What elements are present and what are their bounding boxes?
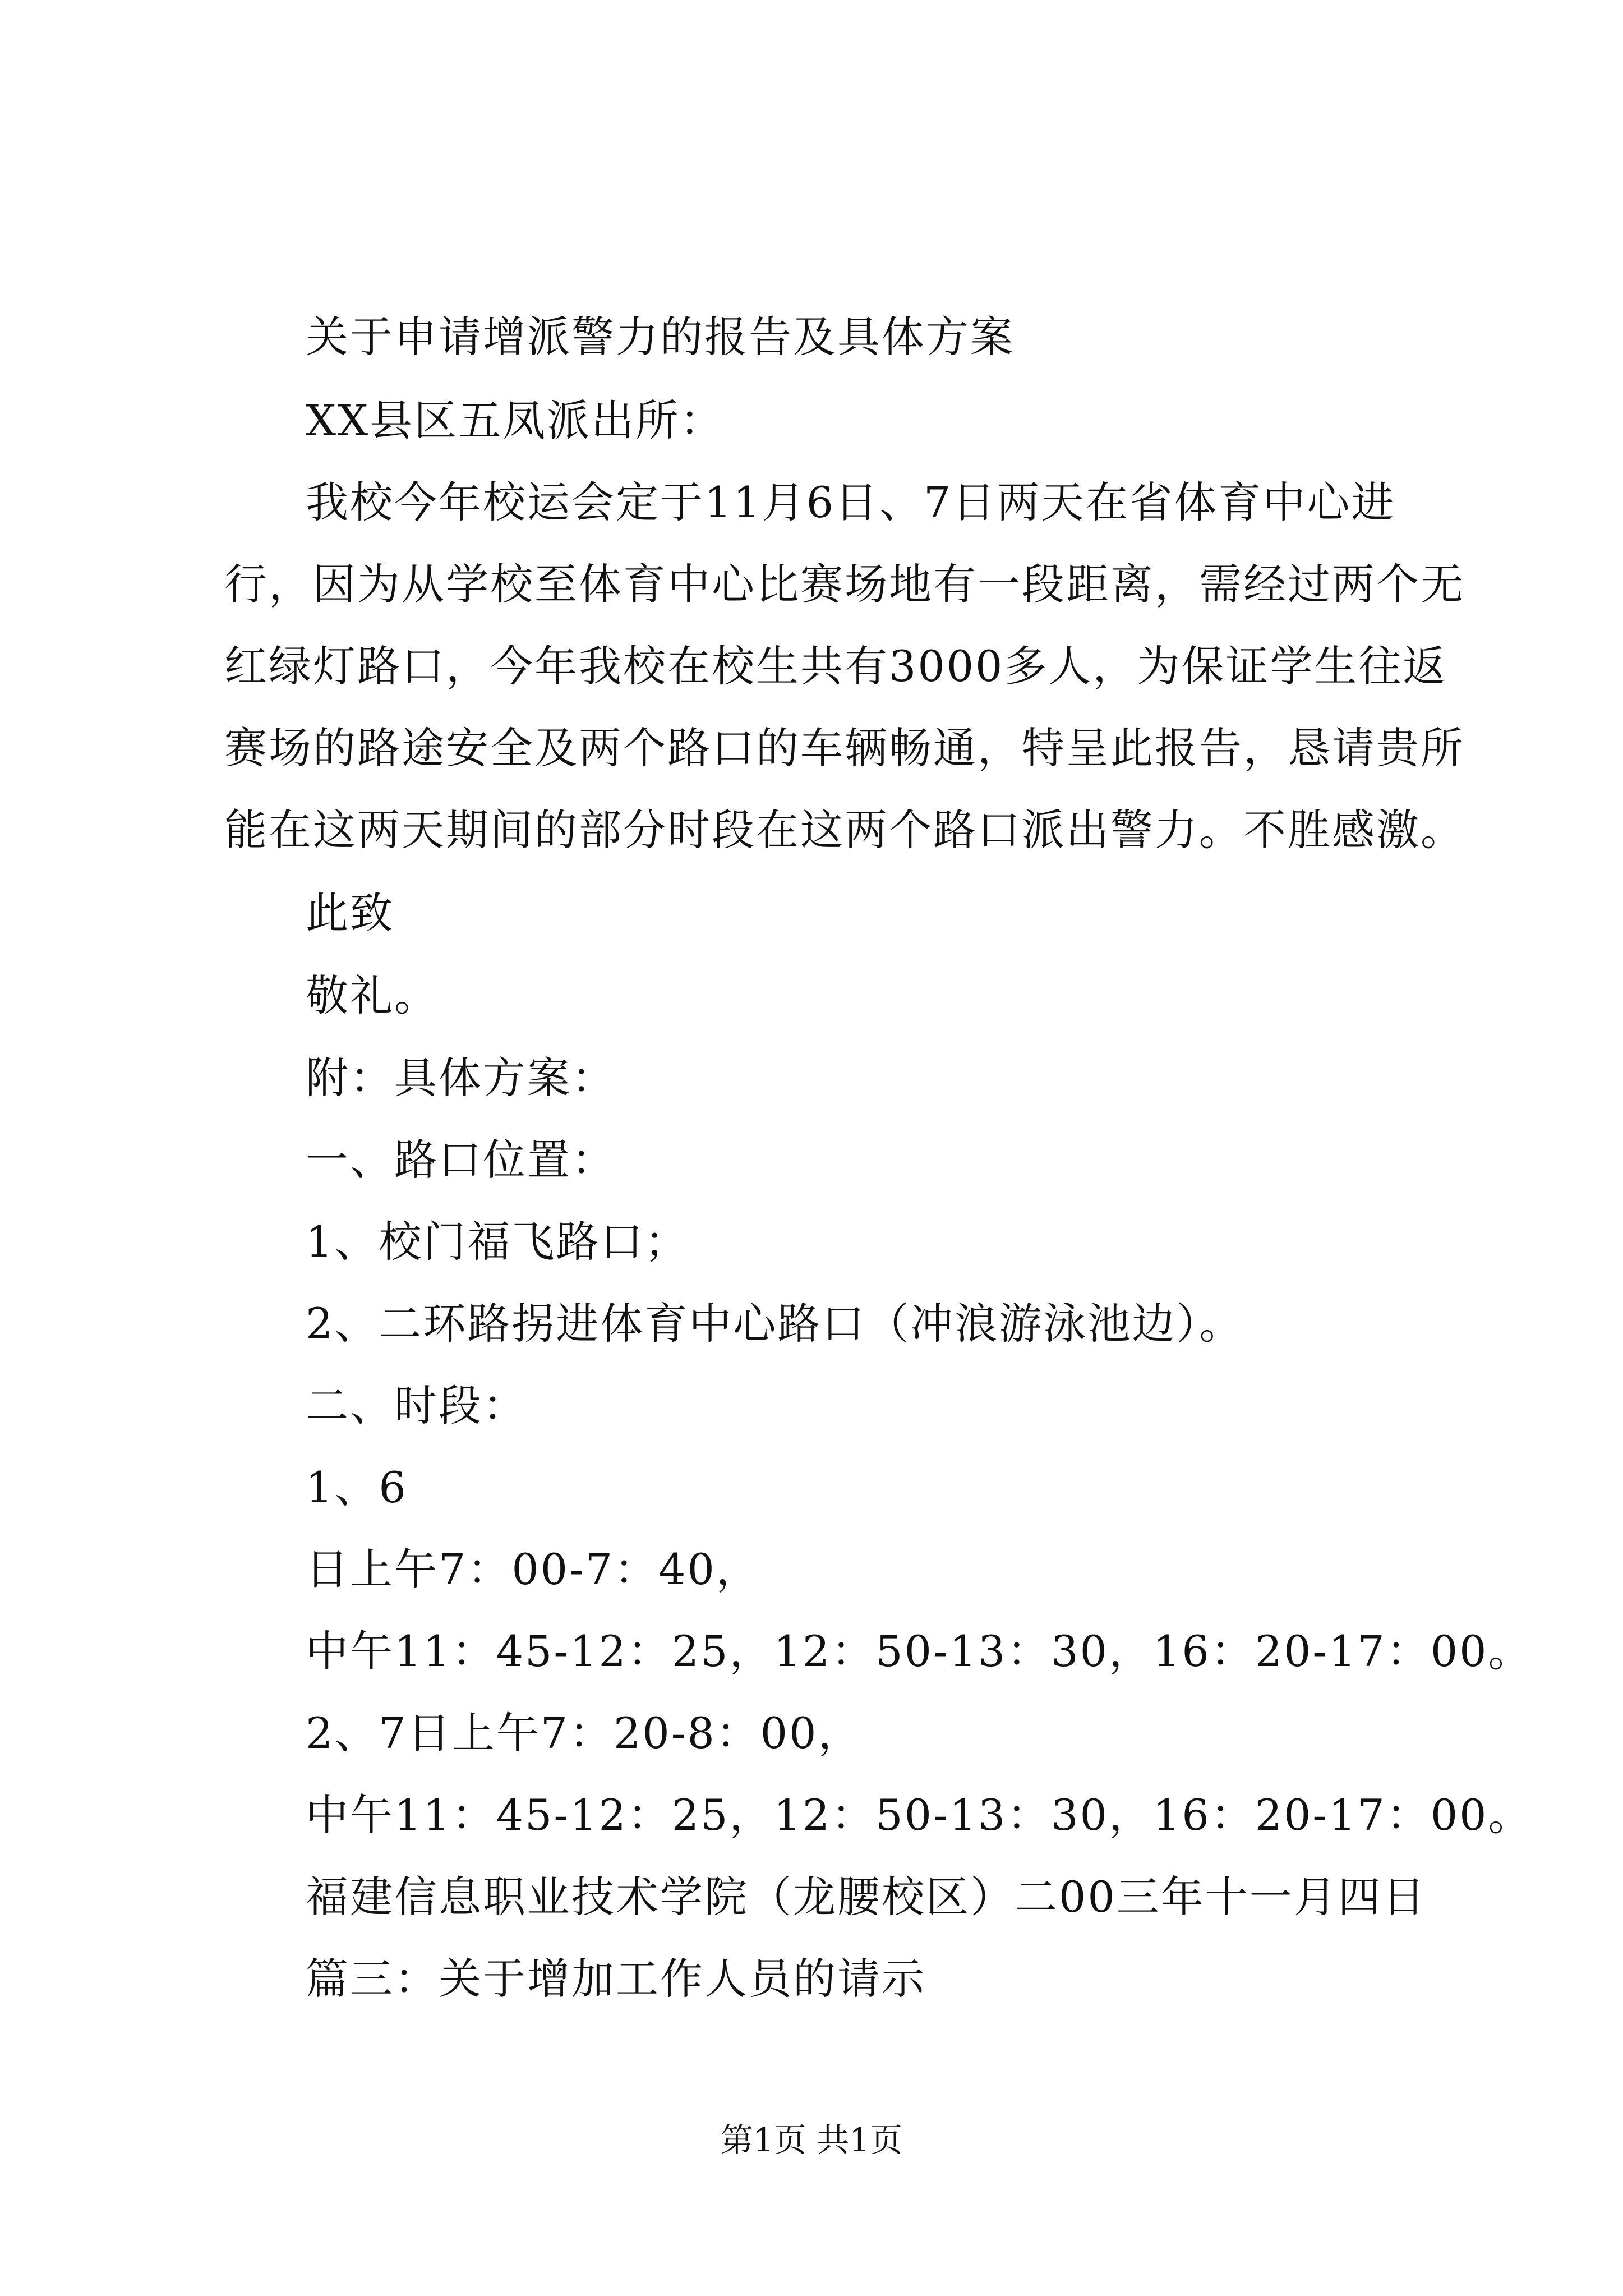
section-1-item-2: 2、二环路拐进体育中心路口（冲浪游泳池边）。 [306, 1299, 1244, 1349]
attachment-heading: 附：具体方案： [306, 1053, 616, 1103]
body-line-2: 行，因为从学校至体育中心比赛场地有一段距离，需经过两个无 [224, 559, 1465, 609]
addressee: XX县区五凤派出所： [306, 395, 725, 445]
body-line-4: 赛场的路途安全及两个路口的车辆畅通，特呈此报告，恳请贵所 [224, 723, 1465, 773]
section-2-item-2-afternoon: 中午11：45-12：25，12：50-13：30，16：20-17：00。 [306, 1790, 1533, 1840]
page-footer: 第1页 共1页 [720, 2121, 903, 2159]
signature-line: 福建信息职业技术学院（龙腰校区）二00三年十一月四日 [306, 1872, 1427, 1922]
document-title: 关于申请增派警力的报告及具体方案 [306, 312, 1015, 362]
closing-salutation: 此致 [306, 888, 394, 938]
next-section-heading: 篇三：关于增加工作人员的请示 [306, 1954, 926, 2004]
section-2-item-1-morning: 日上午7：00-7：40， [306, 1544, 760, 1594]
body-line-3: 红绿灯路口，今年我校在校生共有3000多人，为保证学生往返 [224, 641, 1447, 691]
section-1-heading: 一、路口位置： [306, 1135, 616, 1185]
body-line-1: 我校今年校运会定于11月6日、7日两天在省体育中心进 [306, 477, 1396, 527]
body-line-5: 能在这两天期间的部分时段在这两个路口派出警力。不胜感激。 [224, 805, 1465, 855]
section-2-item-1-afternoon: 中午11：45-12：25，12：50-13：30，16：20-17：00。 [306, 1626, 1533, 1676]
closing-regards: 敬礼。 [306, 970, 439, 1020]
section-2-item-1-label: 1、6 [306, 1462, 408, 1512]
section-1-item-1: 1、校门福飞路口； [306, 1217, 689, 1267]
section-2-heading: 二、时段： [306, 1381, 527, 1430]
section-2-item-2-morning: 2、7日上午7：20-8：00， [306, 1708, 863, 1758]
